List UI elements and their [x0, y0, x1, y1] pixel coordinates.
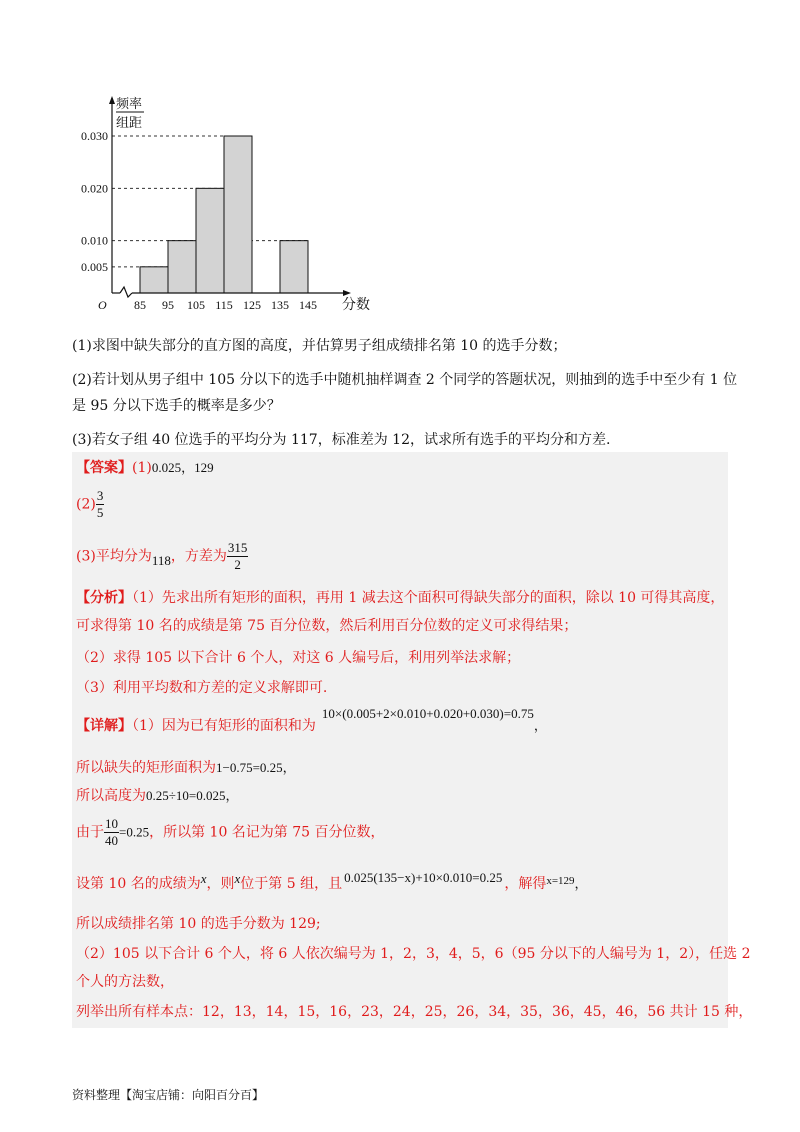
analysis-line-3: （2）求得 105 以下合计 6 个人，对这 6 人编号后，利用列举法求解； [76, 650, 521, 666]
answer-3-fraction [227, 540, 249, 573]
answer-tag: 【答案】 [76, 460, 132, 476]
detail-end-2: ， [282, 760, 296, 775]
y-tick-label-3: 0.005 [81, 259, 108, 274]
detail-var-x: x [200, 871, 207, 886]
detail-end-3: ， [225, 788, 239, 803]
answer-1-prefix: (1) [132, 460, 152, 476]
y-axis-label-bottom: 组距 [116, 116, 143, 131]
detail-line-1 [76, 706, 547, 736]
detail-line-3 [76, 786, 238, 806]
detail-fraction-4 [104, 816, 119, 849]
question-2-line-2: 是 95 分以下选手的概率是多少？ [72, 398, 281, 414]
histogram-chart [60, 88, 380, 318]
detail-math-5: 0.025(135−x)+10×0.010=0.25 [344, 870, 503, 885]
answer-2-denominator: 5 [96, 505, 104, 520]
detail-rest-4: ，所以第 10 名记为第 75 百分位数， [149, 824, 385, 841]
y-tick-label-1: 0.020 [81, 181, 108, 196]
question-2-line-1: (2)若计划从男子组中 105 分以下的选手中随机抽样调查 2 个同学的答题状况，则抽到的选手中至少有 1 位 [72, 372, 738, 388]
detail-line-8: 个人的方法数， [76, 974, 174, 990]
question-1: (1)求图中缺失部分的直方图的高度，并估算男子组成绩排名第 10 的选手分数； [72, 338, 567, 354]
detail-math-1: 10×(0.005+2×0.010+0.020+0.030)=0.75 [321, 706, 534, 721]
y-axis-label-top: 频率 [116, 97, 143, 112]
detail-text-3: 所以高度为 [76, 788, 146, 804]
answer-3-mid: ，方差为 [170, 548, 227, 565]
detail-line-7: （2）105 以下合计 6 个人，将 6 人依次编号为 1，2，3，4，5，6（95 分以下的人编号为 1，2），任选 2 [76, 946, 751, 962]
x-tick-label-2: 105 [187, 298, 205, 312]
histogram-bar-3 [224, 136, 252, 293]
histogram-bar-4 [280, 241, 308, 293]
detail-line-2 [76, 758, 296, 778]
x-axis-label: 分数 [342, 297, 370, 313]
histogram-bar-0 [140, 267, 168, 293]
detail-line-5 [76, 870, 588, 895]
origin-label: O [98, 298, 107, 312]
x-tick-label-0: 85 [134, 298, 146, 312]
answer-3-denominator: 2 [234, 557, 241, 572]
detail-text-4: 由于 [76, 824, 104, 841]
axis-break-mark [120, 287, 132, 297]
detail-mid3-5: ，解得 [504, 876, 547, 892]
detail-text-2: 所以缺失的矩形面积为 [76, 760, 216, 776]
question-3: (3)若女子组 40 位选手的平均分为 117，标准差为 12，试求所有选手的平均分和方差. [72, 432, 611, 448]
answer-line-3 [76, 540, 248, 573]
answer-2-fraction [96, 488, 105, 521]
answer-3-prefix: (3)平均分为 [76, 548, 152, 565]
x-axis-arrow [343, 290, 351, 296]
detail-math-4: =0.25 [119, 824, 150, 840]
detail-var-x-2: x [234, 871, 241, 886]
detail-end-5: ， [574, 876, 588, 891]
y-tick-label-2: 0.010 [81, 233, 108, 248]
answer-2-numerator: 3 [96, 488, 104, 503]
answer-2-prefix: (2) [76, 496, 96, 513]
detail-4-denominator: 40 [105, 833, 118, 848]
analysis-line-2: 可求得第 10 名的成绩是第 75 百分位数，然后利用百分位数的定义可求得结果； [76, 618, 578, 634]
detail-text-5: 设第 10 名的成绩为 [76, 876, 201, 892]
detail-tag: 【详解】 [76, 718, 132, 734]
x-tick-label-6: 145 [299, 298, 317, 312]
detail-4-numerator: 10 [105, 816, 118, 831]
answer-line-1 [76, 458, 214, 478]
x-tick-label-1: 95 [162, 298, 174, 312]
answer-3-numerator: 315 [227, 540, 248, 555]
analysis-text-1: （1）先求出所有矩形的面积，再用 1 减去这个面积可得缺失部分的面积，除以 10 可得其高度， [132, 590, 725, 606]
detail-mid-5: ，则 [206, 876, 235, 892]
detail-line-6: 所以成绩排名第 10 的选手分数为 129; [76, 916, 321, 932]
detail-solution-5: x=129 [546, 875, 575, 887]
answer-line-2 [76, 488, 104, 521]
detail-end-1: ， [533, 718, 547, 733]
analysis-tag: 【分析】 [76, 590, 132, 606]
y-axis-arrow [109, 96, 115, 104]
detail-mid2-5: 位于第 5 组，且 [240, 876, 343, 892]
detail-math-2: 1−0.75=0.25 [216, 760, 283, 775]
histogram-bar-1 [168, 241, 196, 293]
answer-3-mean: 118 [151, 552, 171, 568]
x-tick-label-5: 135 [271, 298, 289, 312]
histogram-bar-2 [196, 188, 224, 293]
detail-line-9: 列举出所有样本点：12，13，14，15，16，23，24，25，26，34，35，36，45，46，56 共计 15 种， [76, 1004, 753, 1020]
answer-1-value: 0.025，129 [151, 460, 214, 475]
y-tick-label-0: 0.030 [81, 129, 108, 143]
detail-text-1: （1）因为已有矩形的面积和为 [132, 718, 316, 734]
analysis-line-1 [76, 588, 724, 608]
x-tick-label-4: 125 [243, 298, 261, 312]
detail-math-3: 0.25÷10=0.025 [146, 788, 226, 803]
x-tick-label-3: 115 [215, 298, 233, 312]
footer-credit: 资料整理【淘宝店铺：向阳百分百】 [72, 1088, 265, 1102]
detail-line-4 [76, 816, 385, 849]
analysis-line-4: （3）利用平均数和方差的定义求解即可. [76, 680, 328, 696]
solution-panel [72, 452, 753, 1028]
